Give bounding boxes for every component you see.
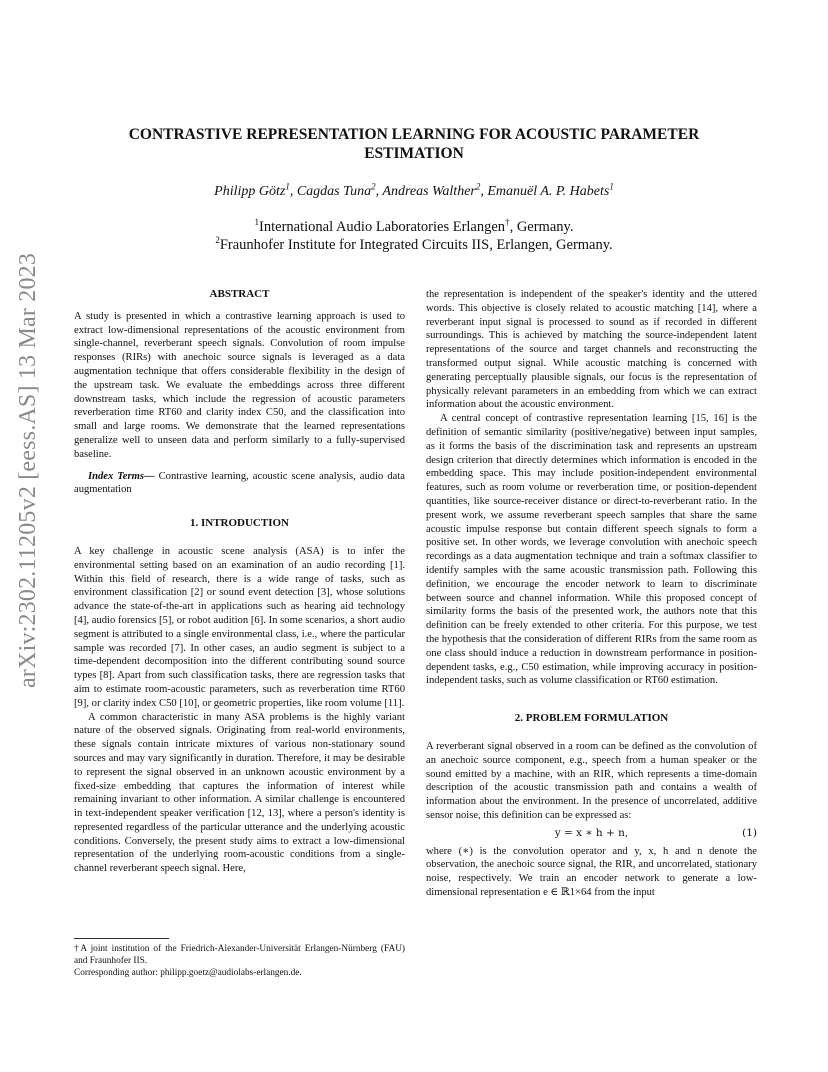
author: Emanuël A. P. Habets$^1$ (487, 181, 614, 199)
problem-paragraph-1: A reverberant signal observed in a room can be defined as the convolution of an anechoic source component, e.g., speech from a human speaker or the sound emitted by a machine, with an RIR, which represents a time-domain description of the acoustic transmission path and contains a wealth of information about the environment. In the presence of uncorrelated, additive sensor noise, this definition can be expressed as: (426, 740, 757, 821)
problem-paragraph-2: where (∗) is the convolution operator and y, x, h and n denote the observation, the anechoic source signal, the RIR, and uncorrelated, stationary noise, respectively. We train an encoder network to generate a low-dimensional representation e ∈ ℝ1×64 from the input (426, 845, 757, 899)
introduction-heading: 1. INTRODUCTION (189, 517, 289, 530)
intro-paragraph-3: the representation is independent of the speaker's identity and the uttered words. This objective is closely related to acoustic matching [14], where a reverberant input signal is processed to sound as if recorded in different surroundings. This is achieved by matching the source-independent latent representations of the source and target channels and reconstructing the transformed output signal. While acoustic matching is concerned with generating perceptually plausible signals, our focus is the representation of physically relevant parameters in an embedding from which we can extract information about the acoustic environment. (426, 289, 757, 411)
footnotes (74, 938, 405, 979)
affiliation-1: $^1$International Audio Laboratories Erlangen†, Germany. (254, 217, 574, 235)
equation-number: (1) (742, 826, 757, 839)
index-terms: Index Terms— Contrastive learning, acoustic scene analysis, audio data augmentation (74, 470, 405, 496)
abstract-heading: ABSTRACT (209, 288, 270, 300)
footnote-institution: †A joint institution of the Friedrich-Alexander-Universität Erlangen-Nürnberg (FAU) and Fraunhofer IIS. (74, 944, 405, 966)
intro-paragraph-2: A common characteristic in many ASA problems is the highly variant nature of the observed signals. Originating from real-world environments, these signals contain intricate mixtures of various non-stationary sound sources and may vary significantly in duration. Therefore, it may be desirable to represent the signal observed in an unknown acoustic environment by a fixed-size embedding that captures the information of interest while remaining invariant to other information. A similar challenge is encountered in text-independent speaker verification [12, 13], where a person's identity is represented regardless of the particular utterance and the underlying acoustic conditions. Conversely, the present study aims to extract a low-dimensional representation of the underlying room-acoustic conditions from a single-channel reverberant speech signal. Here, (74, 711, 405, 875)
author: Philipp Götz$^1$, (214, 181, 297, 199)
left-column (74, 288, 405, 876)
intro-paragraph-1: A key challenge in acoustic scene analysis (ASA) is to infer the environmental setting based on an examination of an audio recording [1]. Within this field of research, there is a wide range of tasks, such as environment classification [2] or sound event detection [3], whose solutions advance the state-of-the-art in applications such as hearing aid technology [4], audio forensics [5], or robot audition [6]. In some scenarios, a short audio segment is attributed to a single environmental class, i.e., where the particular sample was recorded [7]. In other cases, an audio segment is subject to a time-dependent decomposition into the different contributing sound source types [8]. Apart from such classification tasks, there are regression tasks that aim to estimate room-acoustic parameters, such as reverberation time RT60 [9], or clarity index C50 [10], or geometric properties, like room volume [11]. (74, 545, 405, 709)
right-column (426, 288, 757, 900)
author-list (80, 181, 748, 200)
footnote-corresponding-author: Corresponding author: philipp.goetz@audiolabs-erlangen.de. (74, 968, 302, 978)
title-line-2: ESTIMATION (364, 145, 464, 162)
author: Andreas Walther$^2$, (382, 181, 488, 199)
author: Cagdas Tuna$^2$, (296, 181, 383, 199)
paper-title (80, 125, 748, 163)
title-line-1: CONTRASTIVE REPRESENTATION LEARNING FOR ACOUSTIC PARAMETER (128, 126, 700, 143)
equation-1 (426, 827, 757, 843)
arxiv-identifier: arXiv:2302.11205v2 [eess.AS] 13 Mar 2023 (15, 252, 41, 688)
affiliation-2: $^2$Fraunhofer Institute for Integrated Circuits IIS, Erlangen, Germany. (215, 235, 613, 253)
equation-expression: y = x ∗ h + n, (554, 826, 629, 839)
problem-formulation-heading: 2. PROBLEM FORMULATION (514, 712, 669, 725)
abstract-text: A study is presented in which a contrastive learning approach is used to extract low-dimensional representations of the acoustic environment from single-channel, reverberant speech signals. Convolution of room impulse responses (RIRs) with anechoic source signals is leveraged as a data augmentation technique that offers considerable flexibility in the design of the upstream task. We evaluate the embeddings across three different downstream tasks, which include the regression of acoustic parameters reverberation time RT60 and clarity index C50, and the classification into small and large rooms. We demonstrate that the learned representations generalize well to unseen data and perform similarly to a fully-supervised baseline. (74, 310, 405, 460)
intro-paragraph-4: A central concept of contrastive representation learning [15, 16] is the definition of semantic similarity (positive/negative) between input samples, as it forms the basis of the discrimination task and represents an upstream design criterion that directly determines which information is encoded in the embedding space. This may include position-independent environmental features, such as room volume or reverberation time, or position-dependent quantities, like source-receiver distance or direct-to-reverberant ratio. In the present work, we assume reverberant speech samples that share the same acoustic impulse response but contain different speech signals to form a positive set. In other words, we leverage convolution with anechoic speech recordings as a data augmentation technique and train a softmax classifier to identify samples with the same acoustic transmission path. Following this definition, we encourage the encoder network to learn to discriminate between source and channel information. While this proposed concept of similarity forms the basis of the presented work, the authors note that this definition can be freely extended to other criteria. For this purpose, we test the hypothesis that the consideration of different RIRs from the same room as one class should induce a reduction in downstream performance in position-dependent tasks, e.g., C50 estimation, while improving accuracy in position-independent tasks, such as volume classification or RT60 estimation. (426, 413, 757, 687)
footnote-rule (74, 938, 169, 939)
